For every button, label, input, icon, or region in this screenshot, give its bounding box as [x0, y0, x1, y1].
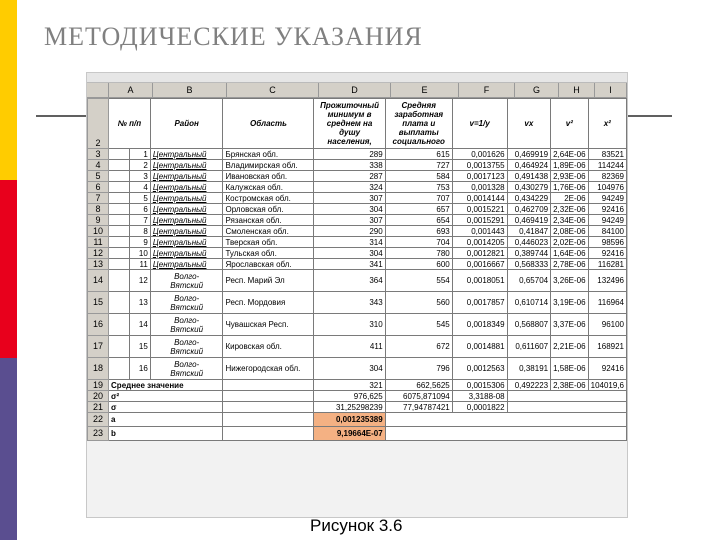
table-row: [88, 358, 627, 380]
accent-bar-yellow: [0, 0, 17, 180]
cell-v2: 2E-06: [551, 193, 588, 204]
cell: [223, 402, 314, 413]
cell-y: 672: [385, 336, 452, 358]
cell-y: 600: [385, 259, 452, 270]
cell-region: [150, 358, 223, 380]
cell-num: 12: [129, 270, 150, 292]
summary-label: b: [109, 427, 223, 441]
cell-region: Центральный: [150, 226, 223, 237]
cell-vx: 0,492223: [507, 380, 551, 391]
table-row: [88, 292, 627, 314]
region-line-1: Волго-: [174, 271, 200, 281]
cell-x: 31,25298239: [314, 402, 385, 413]
cell-area: Тульская обл.: [223, 248, 314, 259]
cell-x2: 114244: [588, 160, 626, 171]
title-rule-right: [626, 115, 672, 117]
summary-label: Среднее значение: [109, 380, 223, 391]
region-line-2: Вятский: [170, 368, 204, 378]
cell-x: 338: [314, 160, 385, 171]
cell-num: 10: [129, 248, 150, 259]
row-number: 10: [88, 226, 109, 237]
cell-y: 6075,871094: [385, 391, 452, 402]
cell-vx: 0,469919: [507, 149, 551, 160]
col-header: H: [559, 83, 595, 97]
cell-v2: 3,19E-06: [551, 292, 588, 314]
cell-v: 0,0018051: [452, 270, 507, 292]
table-row: [88, 226, 627, 237]
cell-v: 0,0012563: [452, 358, 507, 380]
cell-region: [150, 292, 223, 314]
cell-area: Калужская обл.: [223, 182, 314, 193]
cell: [109, 204, 130, 215]
header-x2: x²: [588, 99, 626, 149]
cell-vx: 0,434229: [507, 193, 551, 204]
cell-num: 11: [129, 259, 150, 270]
cell-v: 0,0015306: [452, 380, 507, 391]
cell-area: Владимирская обл.: [223, 160, 314, 171]
header-num: № п/п: [109, 99, 151, 149]
cell-num: 3: [129, 171, 150, 182]
cell-area: Ивановская обл.: [223, 171, 314, 182]
col-header: E: [391, 83, 459, 97]
table-row: [88, 237, 627, 248]
cell-y: 780: [385, 248, 452, 259]
cell-x: 307: [314, 215, 385, 226]
cell-v: 0,001328: [452, 182, 507, 193]
cell-y: 662,5625: [385, 380, 452, 391]
cell-v: 0,0012821: [452, 248, 507, 259]
header-salary: Средняя заработная плата и выплаты социального: [385, 99, 452, 149]
cell-x: 324: [314, 182, 385, 193]
cell: [109, 215, 130, 226]
summary-row-b: [88, 427, 627, 441]
cell-region: Центральный: [150, 171, 223, 182]
cell-v2: 2,38E-06: [551, 380, 588, 391]
row-number: 17: [88, 336, 109, 358]
cell-x: 289: [314, 149, 385, 160]
table-row: [88, 182, 627, 193]
cell-region: [150, 336, 223, 358]
row-number: 14: [88, 270, 109, 292]
cell-x2: 96100: [588, 314, 626, 336]
summary-row-variance: [88, 391, 627, 402]
data-table: [87, 98, 627, 441]
header-region: Район: [150, 99, 223, 149]
cell-num: 13: [129, 292, 150, 314]
cell-vx: 0,65704: [507, 270, 551, 292]
row-number: 6: [88, 182, 109, 193]
cell-y: 554: [385, 270, 452, 292]
cell-x2: 94249: [588, 215, 626, 226]
cell-area: Нижегородская обл.: [223, 358, 314, 380]
row-number: 21: [88, 402, 109, 413]
cell-v2: 2,21E-06: [551, 336, 588, 358]
cell: [109, 226, 130, 237]
cell-v2: 2,08E-06: [551, 226, 588, 237]
summary-row-mean: [88, 380, 627, 391]
cell-y: 654: [385, 215, 452, 226]
cell-v2: 2,78E-06: [551, 259, 588, 270]
cell-vx: 0,389744: [507, 248, 551, 259]
cell-v: 0,0016667: [452, 259, 507, 270]
cell-x2: 116964: [588, 292, 626, 314]
sheet-toolbar: [87, 73, 627, 83]
region-line-1: Волго-: [174, 337, 200, 347]
cell-region: [150, 314, 223, 336]
cell-v: 0,001443: [452, 226, 507, 237]
cell-region: Центральный: [150, 149, 223, 160]
cell-y: 615: [385, 149, 452, 160]
row-number: 3: [88, 149, 109, 160]
cell-vx: 0,462709: [507, 204, 551, 215]
summary-row-a: [88, 413, 627, 427]
col-header: D: [319, 83, 391, 97]
cell-vx: 0,611607: [507, 336, 551, 358]
cell-v2: 1,64E-06: [551, 248, 588, 259]
summary-label: σ²: [109, 391, 223, 402]
spreadsheet-screenshot: [86, 72, 628, 518]
cell-region: [150, 270, 223, 292]
cell-num: 16: [129, 358, 150, 380]
cell-area: Брянская обл.: [223, 149, 314, 160]
figure-caption: Рисунок 3.6: [310, 516, 403, 535]
cell-vx: 0,491438: [507, 171, 551, 182]
cell-v: 3,3188-08: [452, 391, 507, 402]
cell-num: 4: [129, 182, 150, 193]
cell: [109, 336, 130, 358]
col-header: I: [595, 83, 627, 97]
cell-v2: 3,26E-06: [551, 270, 588, 292]
cell-x: 976,625: [314, 391, 385, 402]
cell-a-value: 0,001235389: [314, 413, 385, 427]
table-row: [88, 336, 627, 358]
cell-y: 707: [385, 193, 452, 204]
cell: [223, 427, 314, 441]
cell: [109, 193, 130, 204]
cell-y: 77,94787421: [385, 402, 452, 413]
cell: [223, 380, 314, 391]
cell-v2: 1,89E-06: [551, 160, 588, 171]
cell-x2: 116281: [588, 259, 626, 270]
table-header-row: [88, 99, 627, 149]
cell-v: 0,0014881: [452, 336, 507, 358]
row-number: 19: [88, 380, 109, 391]
row-number: 12: [88, 248, 109, 259]
row-number: 2: [88, 99, 109, 149]
cell-x2: 82369: [588, 171, 626, 182]
cell-x2: 132496: [588, 270, 626, 292]
col-header: F: [459, 83, 515, 97]
cell-v: 0,0013755: [452, 160, 507, 171]
cell-y: 727: [385, 160, 452, 171]
header-min: Прожиточный минимум в среднем на душу населения,: [314, 99, 385, 149]
cell-y: 704: [385, 237, 452, 248]
cell-vx: 0,568333: [507, 259, 551, 270]
cell-vx: 0,430279: [507, 182, 551, 193]
cell-v2: 2,93E-06: [551, 171, 588, 182]
cell-v2: 3,37E-06: [551, 314, 588, 336]
cell-v2: 2,02E-06: [551, 237, 588, 248]
cell-region: Центральный: [150, 237, 223, 248]
row-number: 11: [88, 237, 109, 248]
table-row: [88, 248, 627, 259]
cell-y: 796: [385, 358, 452, 380]
cell-x: 341: [314, 259, 385, 270]
col-header: A: [109, 83, 153, 97]
region-line-2: Вятский: [170, 280, 204, 290]
header-v: v=1/y: [452, 99, 507, 149]
cell: [109, 149, 130, 160]
summary-label: σ: [109, 402, 223, 413]
cell-vx: 0,446023: [507, 237, 551, 248]
corner-cell: [87, 83, 109, 97]
row-number: 22: [88, 413, 109, 427]
cell-vx: 0,568807: [507, 314, 551, 336]
row-number: 18: [88, 358, 109, 380]
table-row: [88, 193, 627, 204]
cell-area: Ярославская обл.: [223, 259, 314, 270]
cell-vx: 0,41847: [507, 226, 551, 237]
cell-area: Респ. Мордовия: [223, 292, 314, 314]
table-row: [88, 270, 627, 292]
col-header: G: [515, 83, 559, 97]
cell: [223, 413, 314, 427]
col-header: C: [227, 83, 319, 97]
cell: [385, 413, 626, 427]
cell-num: 5: [129, 193, 150, 204]
cell-x2: 92416: [588, 358, 626, 380]
row-number: 15: [88, 292, 109, 314]
region-line-2: Вятский: [170, 346, 204, 356]
cell-num: 1: [129, 149, 150, 160]
cell-y: 693: [385, 226, 452, 237]
col-header: B: [153, 83, 227, 97]
cell-v: 0,001626: [452, 149, 507, 160]
cell-area: Тверская обл.: [223, 237, 314, 248]
cell-x: 287: [314, 171, 385, 182]
cell-region: Центральный: [150, 215, 223, 226]
cell-num: 8: [129, 226, 150, 237]
row-number: 13: [88, 259, 109, 270]
cell-x2: 98596: [588, 237, 626, 248]
region-line-1: Волго-: [174, 315, 200, 325]
cell-region: Центральный: [150, 182, 223, 193]
cell-y: 753: [385, 182, 452, 193]
cell-x: 321: [314, 380, 385, 391]
cell: [109, 270, 130, 292]
header-area: Область: [223, 99, 314, 149]
table-row: [88, 171, 627, 182]
row-number: 16: [88, 314, 109, 336]
cell-x2: 92416: [588, 248, 626, 259]
cell-num: 2: [129, 160, 150, 171]
region-line-2: Вятский: [170, 324, 204, 334]
row-number: 7: [88, 193, 109, 204]
cell-v: 0,0015291: [452, 215, 507, 226]
cell-x2: 84100: [588, 226, 626, 237]
cell-num: 15: [129, 336, 150, 358]
region-line-1: Волго-: [174, 293, 200, 303]
cell-b-value: 9,19664E-07: [314, 427, 385, 441]
cell: [385, 427, 626, 441]
cell-vx: 0,38191: [507, 358, 551, 380]
cell: [109, 358, 130, 380]
cell-area: Смоленская обл.: [223, 226, 314, 237]
cell-v: 0,0015221: [452, 204, 507, 215]
table-row: [88, 160, 627, 171]
cell-v2: 1,58E-06: [551, 358, 588, 380]
cell-x2: 168921: [588, 336, 626, 358]
cell-vx: 0,469419: [507, 215, 551, 226]
cell-v2: 2,34E-06: [551, 215, 588, 226]
cell-y: 584: [385, 171, 452, 182]
cell-v: 0,0017857: [452, 292, 507, 314]
cell-y: 657: [385, 204, 452, 215]
header-v2: v²: [551, 99, 588, 149]
cell-num: 14: [129, 314, 150, 336]
table-row: [88, 149, 627, 160]
cell-area: Орловская обл.: [223, 204, 314, 215]
cell: [109, 314, 130, 336]
cell-region: Центральный: [150, 259, 223, 270]
cell-x: 343: [314, 292, 385, 314]
row-number: 4: [88, 160, 109, 171]
cell-region: Центральный: [150, 248, 223, 259]
cell-x: 304: [314, 358, 385, 380]
cell-v: 0,0014205: [452, 237, 507, 248]
cell-v: 0,0017123: [452, 171, 507, 182]
cell-x2: 94249: [588, 193, 626, 204]
cell: [109, 237, 130, 248]
row-number: 23: [88, 427, 109, 441]
cell-x: 411: [314, 336, 385, 358]
cell-x: 290: [314, 226, 385, 237]
row-number: 8: [88, 204, 109, 215]
table-row: [88, 204, 627, 215]
cell-x: 364: [314, 270, 385, 292]
cell-x: 310: [314, 314, 385, 336]
cell-v: 0,0014144: [452, 193, 507, 204]
cell-area: Респ. Марий Эл: [223, 270, 314, 292]
cell-x: 307: [314, 193, 385, 204]
cell-region: Центральный: [150, 193, 223, 204]
slide-title: МЕТОДИЧЕСКИЕ УКАЗАНИЯ: [44, 22, 423, 51]
cell-x: 304: [314, 248, 385, 259]
cell-area: Чувашская Респ.: [223, 314, 314, 336]
table-row: [88, 259, 627, 270]
cell-area: Костромская обл.: [223, 193, 314, 204]
row-number: 5: [88, 171, 109, 182]
cell-num: 7: [129, 215, 150, 226]
cell: [109, 171, 130, 182]
cell: [507, 402, 626, 413]
column-headers: [87, 83, 627, 98]
cell: [109, 160, 130, 171]
row-number: 20: [88, 391, 109, 402]
cell: [109, 259, 130, 270]
cell-v: 0,0018349: [452, 314, 507, 336]
cell-region: Центральный: [150, 160, 223, 171]
cell-x2: 104019,6: [588, 380, 626, 391]
cell: [223, 391, 314, 402]
cell-v2: 1,76E-06: [551, 182, 588, 193]
cell-vx: 0,464924: [507, 160, 551, 171]
cell-v: 0,0001822: [452, 402, 507, 413]
cell-y: 545: [385, 314, 452, 336]
cell-v2: 2,64E-06: [551, 149, 588, 160]
cell-area: Рязанская обл.: [223, 215, 314, 226]
cell-x2: 104976: [588, 182, 626, 193]
accent-bar-purple: [0, 358, 17, 540]
summary-row-sigma: [88, 402, 627, 413]
cell: [507, 391, 626, 402]
region-line-2: Вятский: [170, 302, 204, 312]
cell: [109, 292, 130, 314]
row-number: 9: [88, 215, 109, 226]
cell: [109, 182, 130, 193]
cell-num: 6: [129, 204, 150, 215]
cell: [109, 248, 130, 259]
cell-x2: 83521: [588, 149, 626, 160]
table-row: [88, 314, 627, 336]
cell-x: 314: [314, 237, 385, 248]
summary-label: a: [109, 413, 223, 427]
header-vx: vx: [507, 99, 551, 149]
cell-num: 9: [129, 237, 150, 248]
region-line-1: Волго-: [174, 359, 200, 369]
cell-x: 304: [314, 204, 385, 215]
cell-x2: 92416: [588, 204, 626, 215]
cell-area: Кировская обл.: [223, 336, 314, 358]
cell-v2: 2,32E-06: [551, 204, 588, 215]
title-rule-left: [36, 115, 86, 117]
cell-vx: 0,610714: [507, 292, 551, 314]
accent-bar-red: [0, 180, 17, 358]
cell-region: Центральный: [150, 204, 223, 215]
table-row: [88, 215, 627, 226]
cell-y: 560: [385, 292, 452, 314]
